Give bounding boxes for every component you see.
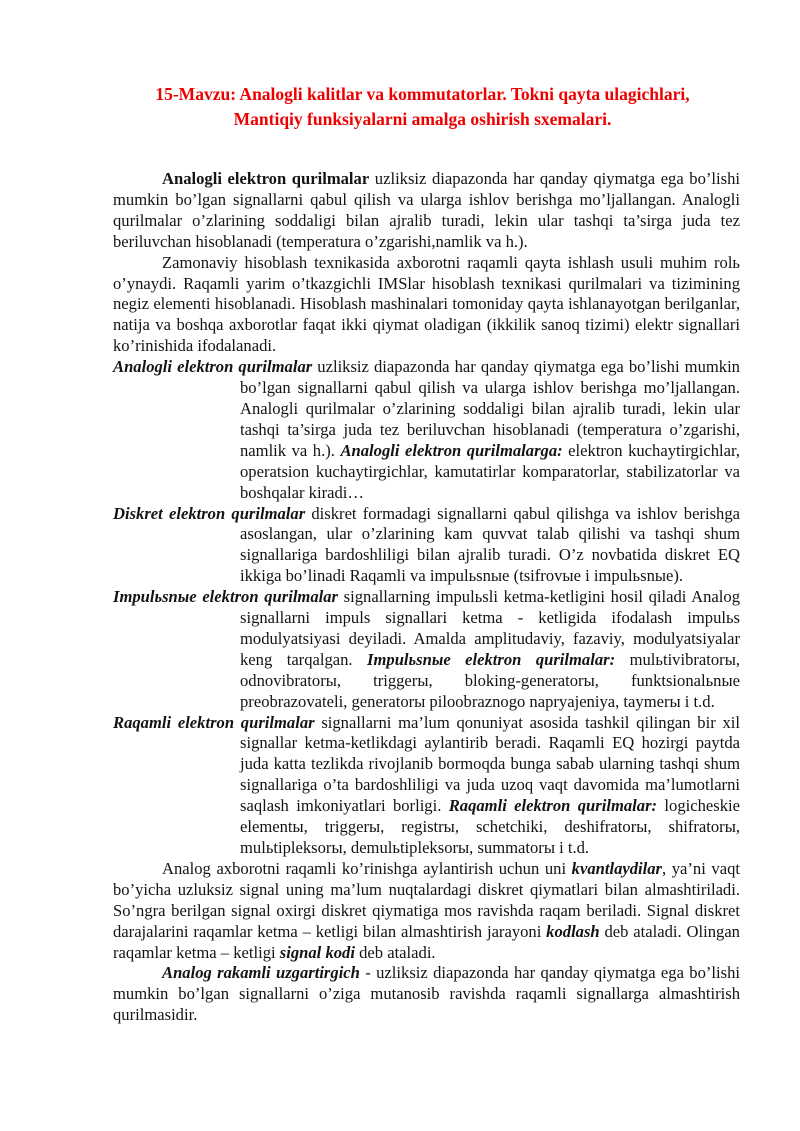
document-body <box>113 169 740 1026</box>
paragraph-discrete-devices: Diskret elektron qurilmalar diskret formadagi signallarni qabul qilishga va ishlov berishga asoslangan, ular o’zlarining kam quvvat talab qilishi va tashqi shum signallariga bardoshliligi bilan ajralib turadi. O’z novbatida diskret EQ ikkiga bo’linadi Raqamli va impulьsnыe (tsifrovыe i impulьsnыe). <box>113 503 740 586</box>
paragraph-quantization-coding: Analog axborotni raqamli ko’rinishga aylantirish uchun uni kvantlaydilar, ya’ni vaqt bo’yicha uzluksiz signal uning ma’lum nuqtalardagi diskret qiymatlari bilan almashtiriladi. So’ngra berilgan signal oxirgi diskret qiymatiga mos ravishda raqam beriladi. Signal diskret darajalarini raqamlar ketma – ketligi bilan almashtirish jarayoni kodlash deb ataladi. Olingan raqamlar ketma – ketligi signal kodi deb ataladi. <box>113 858 740 962</box>
paragraph-modern-computing: Zamonaviy hisoblash texnikasida axborotni raqamli qayta ishlash usuli muhim rolь o’ynaydi. Raqamli yarim o’tkazgichli IMSlar hisoblash texnikasi qurilmalari va tizimining negiz elementi hisoblanadi. Hisoblash mashinalari tomoniday qayta ishlanayotgan berilganlar, natija va boshqa axborotlar faqat ikki qiymat oladigan (ikkilik sanoq tizimi) elektr signallari ko’rinishida ifodalanadi. <box>113 252 740 356</box>
paragraph-analog-devices-intro: Analogli elektron qurilmalar uzliksiz diapazonda har qanday qiymatga ega bo’lishi mumkin bo’lgan signallarni qabul qilish va ularga ishlov berishga mo’ljallangan. Analogli qurilmalar o’zlarining soddaligi bilan ajralib turadi, lekin ular tashqi ta’sirga juda tez beriluvchan hisoblanadi (temperatura o’zgarishi,namlik va h.). <box>113 169 741 251</box>
paragraph-digital-devices: Raqamli elektron qurilmalar signallarni ma’lum qonuniyat asosida tashkil qilingan bir xil signallar ketma-ketlikdagi aylantirib beradi. Raqamli EQ hozirgi paytda juda katta tezlikda rivojlanib bormoqda bunga sabab ularning tashqi shum signallariga o’ta bardoshliligi va juda uzoq vaqt davomida ma’lumotlarni saqlash imkoniyatlari borligi. Raqamli elektron qurilmalar: logicheskie elementы, triggerы, registrы, schetchiki, deshifratorы, shifratorы, mulьtipleksorы, demulьtipleksorы, summatorы i t.d. <box>113 712 740 857</box>
title-line-2: Mantiqiy funksiyalarni amalga oshirish sxemalari. <box>233 109 612 129</box>
document-title <box>100 0 745 132</box>
paragraph-adc-definition: Analog rakamli uzgartirgich - uzliksiz diapazonda har qanday qiymatga ega bo’lishi mumkin bo’lgan signallarni o’ziga mutanosib ravishda raqamli signallarga almashtirish qurilmasidir. <box>113 963 740 1025</box>
paragraph-impulse-devices: Impulьsnыe elektron qurilmalar signallarning impulьsli ketma-ketligini hosil qiladi Analog signallarni impuls signallari ketma - ketligida ifodalash impulьs modulyatsiyasi deyiladi. Amalda amplitudaviy, fazaviy, modulyatsiyalar keng tarqalgan. Impulьsnыe elektron qurilmalar: mulьtivibratorы, odnovibratorы, triggerы, bloking-generatorы, funktsionalьnыe preobrazovateli, generatorы piloobraznogo napryajeniya, taymerы i t.d. <box>113 587 741 711</box>
paragraph-analog-devices-definition: Analogli elektron qurilmalar uzliksiz diapazonda har qanday qiymatga ega bo’lishi mumkin bo’lgan signallarni qabul qilish va ularga ishlov berishga mo’ljallangan. Analogli qurilmalar o’zlarining soddaligi bilan ajralib turadi, lekin ular tashqi ta’sirga juda tez beriluvchan hisoblanadi (temperatura o’zgarishi, namlik va h.). Analogli elektron qurilmalarga: elektron kuchaytirgichlar, operatsion kuchaytirgichlar, kamutatirlar komparatorlar, stabilizatorlar va boshqalar kiradi… <box>113 357 740 502</box>
title-line-1: 15-Mavzu: Analogli kalitlar va kommutatorlar. Tokni qayta ulagichlari, <box>155 84 690 104</box>
